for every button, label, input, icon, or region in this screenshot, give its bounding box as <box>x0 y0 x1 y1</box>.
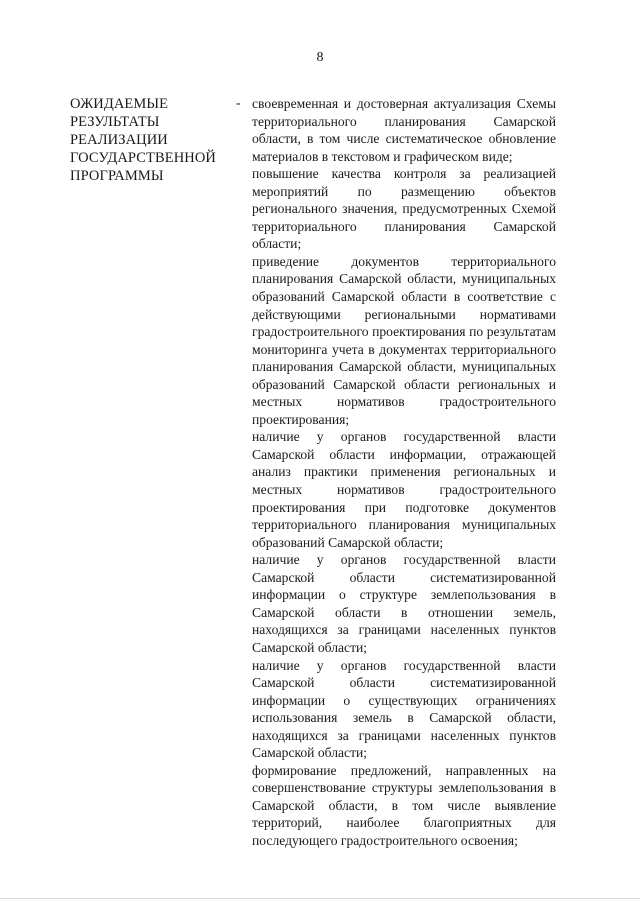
heading-line: ОЖИДАЕМЫЕ <box>70 96 169 112</box>
result-item: наличие у органов государственной власти Самарской области систематизированной информации о существующих ограничениях использования земель в Самарской области, находящихся за границами населенных пунктов Самарской области; <box>252 657 556 761</box>
result-item: формирование предложений, направленных на совершенствование структуры землепользования в Самарской области, в том числе выявление территорий, наиболее благоприятных для последующего градостроительного освоения; <box>252 762 556 848</box>
result-item: приведение документов территориального планирования Самарской области, муниципальных образований Самарской области в соответствие с действующими региональными нормативами градостроительного проектирования по результатам мониторинга учета в документах территориального планирования Самарской области, муниципальных образований Самарской области региональных и местных нормативов градостроительного проектирования; <box>252 253 556 427</box>
page-number: 8 <box>316 50 324 65</box>
result-item: наличие у органов государственной власти Самарской области систематизированной информации о структуре землепользования в Самарской области в отношении земель, находящихся за границами населенных пунктов Самарской области; <box>252 552 556 655</box>
section-heading <box>70 95 240 185</box>
heading-line: ГОСУДАРСТВЕННОЙ <box>70 150 216 166</box>
heading-line: РЕЗУЛЬТАТЫ <box>70 114 160 130</box>
list-dash: - <box>236 96 241 111</box>
expected-results-list <box>252 95 556 850</box>
heading-line: РЕАЛИЗАЦИИ <box>70 132 168 148</box>
page-bottom-edge <box>0 898 640 899</box>
result-item: наличие у органов государственной власти Самарской области информации, отражающей анализ практики применения региональных и местных нормативов градостроительного проектирования при подготовке документов территориального планирования муниципальных образований Самарской области; <box>252 429 556 550</box>
result-item: повышение качества контроля за реализацией мероприятий по размещению объектов регионального значения, предусмотренных Схемой территориального планирования Самарской области; <box>252 166 556 252</box>
result-item: своевременная и достоверная актуализация Схемы территориального планирования Самарской области, в том числе систематическое обновление материалов в текстовом и графическом виде; <box>252 96 556 164</box>
heading-line: ПРОГРАММЫ <box>70 168 164 184</box>
